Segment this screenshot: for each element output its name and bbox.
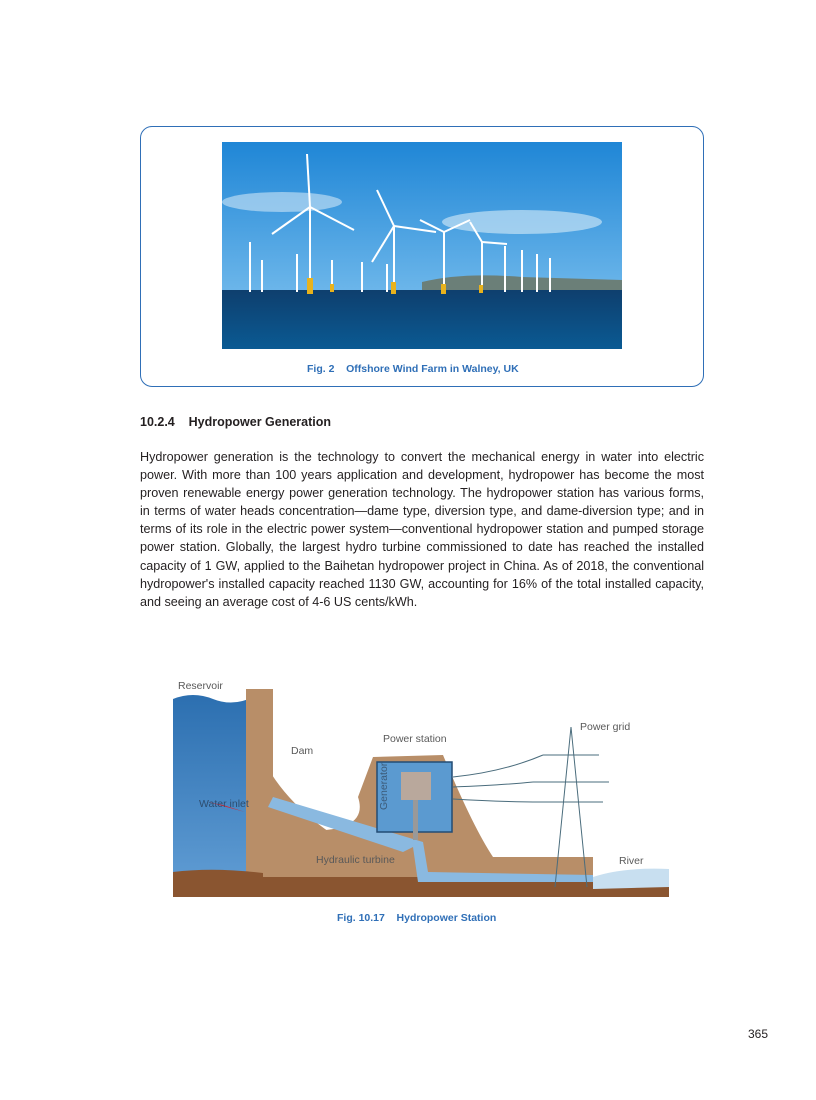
label-generator: Generator	[378, 762, 390, 810]
figure-caption-wind-farm: Fig. 2 Offshore Wind Farm in Walney, UK	[307, 363, 519, 375]
hydropower-station-diagram	[173, 677, 669, 899]
page-number: 365	[748, 1027, 769, 1041]
label-hydraulic-turbine: Hydraulic turbine	[316, 854, 395, 866]
figure-caption-hydropower: Fig. 10.17 Hydropower Station	[337, 912, 497, 924]
label-power-grid: Power grid	[580, 721, 631, 733]
label-water-inlet: Water inlet	[199, 798, 249, 810]
body-paragraph: Hydropower generation is the technology to convert the mechanical energy in water into electric power. With more than 100 years application and development, hydropower has become the most proven renewable energy power generation technology. The hydropower station has various forms, in terms of water heads concentration—dame type, diversion type, and dame-diversion type; and in terms of its role in the electric power system—conventional hydropower station and pumped storage power station. Globally, the largest hydro turbine commissioned to date has reached the installed capacity of 1 GW, applied to the Baihetan hydropower project in China. As of 2018, the conventional hydropower's installed capacity reached 1130 GW, accounting for 16% of the total installed capacity, and seeing an average cost of 4-6 US cents/kWh.	[140, 450, 704, 609]
label-power-station: Power station	[383, 733, 447, 745]
section-heading: 10.2.4 Hydropower Generation	[140, 415, 332, 429]
label-reservoir: Reservoir	[178, 680, 223, 692]
label-dam: Dam	[291, 745, 314, 757]
label-river: River	[619, 855, 644, 867]
wind-farm-photo	[222, 142, 622, 349]
